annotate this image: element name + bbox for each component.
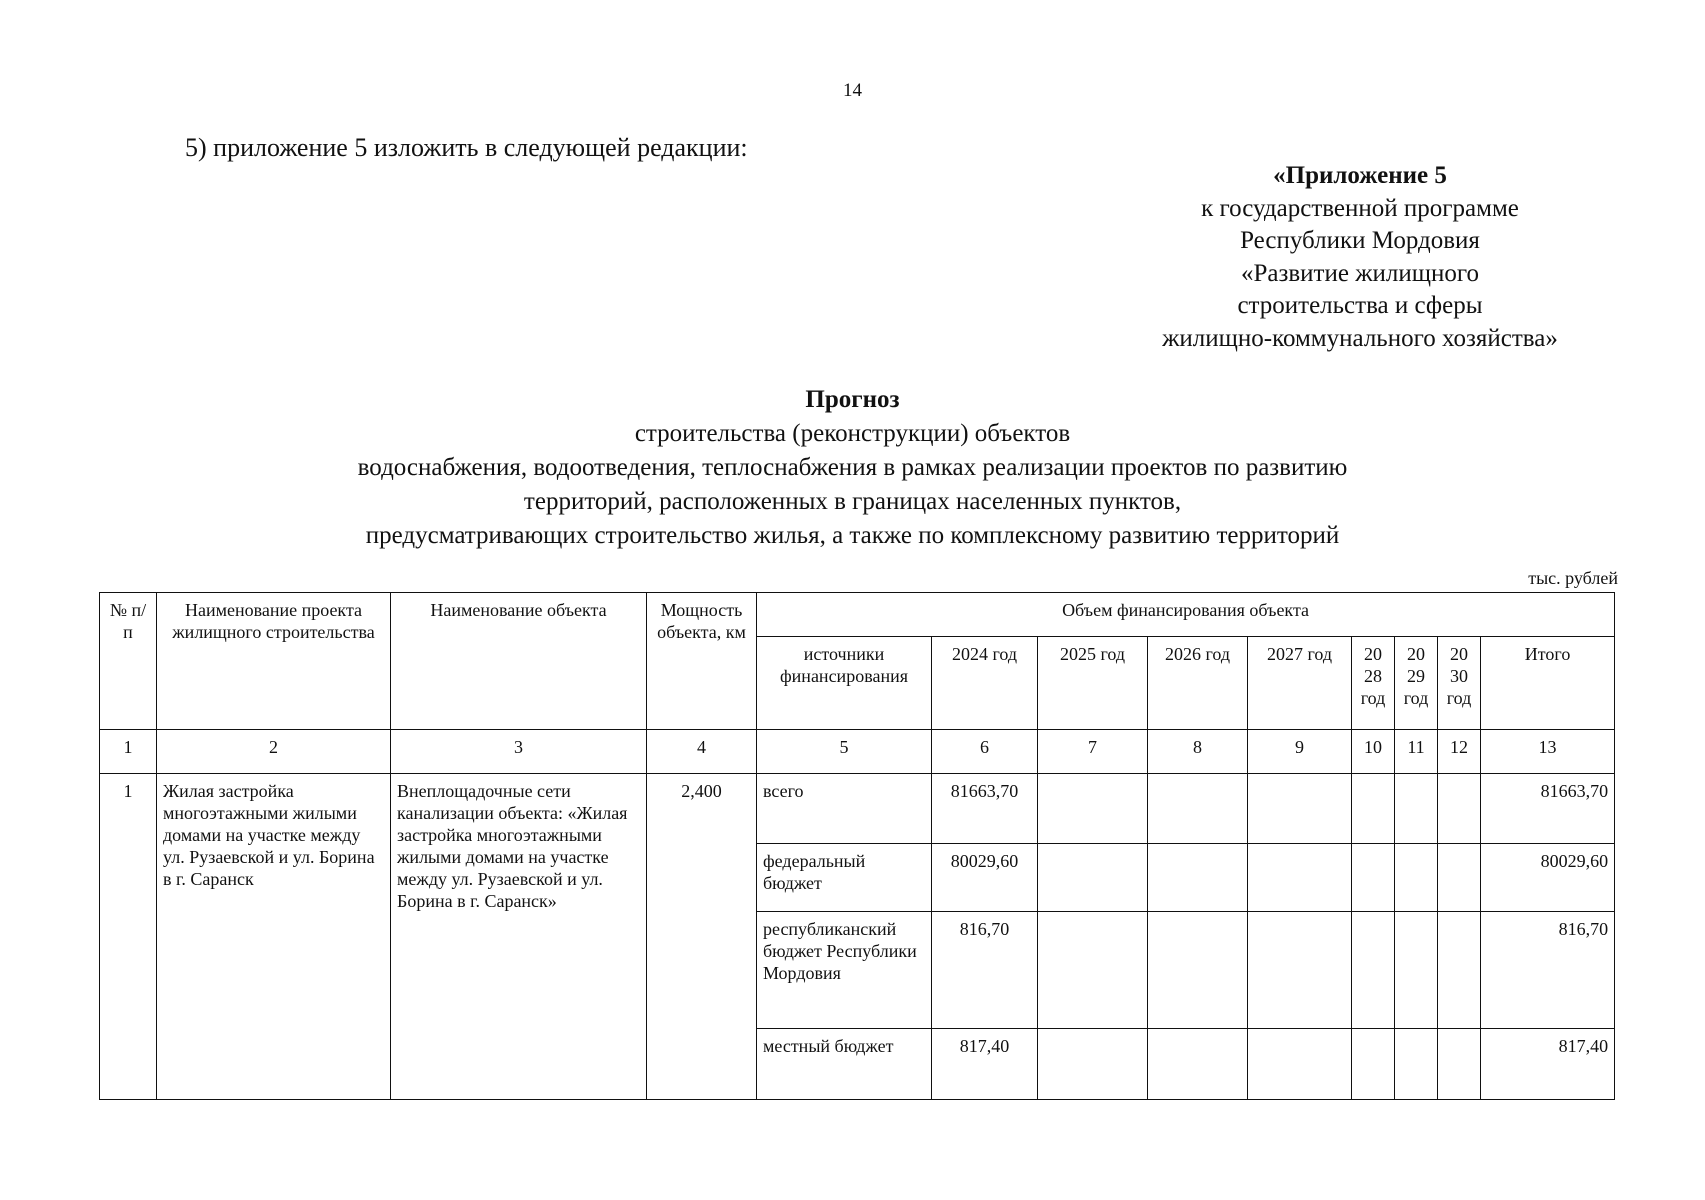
header-2028: 20 28 год xyxy=(1352,637,1395,730)
value-2025 xyxy=(1038,1029,1148,1100)
header-2026: 2026 год xyxy=(1148,637,1248,730)
header-num: № п/п xyxy=(100,593,157,730)
appendix-heading: «Приложение 5 xyxy=(1273,162,1447,189)
title-line: предусматривающих строительство жилья, а также по комплексному развитию территорий xyxy=(365,522,1340,549)
value-2024: 816,70 xyxy=(932,912,1038,1029)
value-2024: 817,40 xyxy=(932,1029,1038,1100)
appendix-line: Республики Мордовия xyxy=(1240,227,1480,254)
value-2028 xyxy=(1352,1029,1395,1100)
document-title xyxy=(150,383,1555,553)
value-2027 xyxy=(1248,912,1352,1029)
title-line: строительства (реконструкции) объектов xyxy=(634,420,1071,447)
source-name: республиканский бюджет Республики Мордовия xyxy=(757,912,932,1029)
units-label: тыс. рублей xyxy=(1528,568,1618,588)
header-2024: 2024 год xyxy=(932,637,1038,730)
value-2028 xyxy=(1352,774,1395,844)
column-number: 7 xyxy=(1038,730,1148,774)
header-sources: источники финансирования xyxy=(757,637,932,730)
value-total: 816,70 xyxy=(1481,912,1615,1029)
forecast-table xyxy=(99,592,1615,1100)
column-number: 3 xyxy=(391,730,647,774)
column-number: 13 xyxy=(1481,730,1615,774)
title-line: водоснабжения, водоотведения, теплоснабжения в рамках реализации проектов по развитию xyxy=(357,454,1348,481)
header-2030: 20 30 год xyxy=(1438,637,1481,730)
column-number: 9 xyxy=(1248,730,1352,774)
row-num: 1 xyxy=(100,774,157,1100)
table-row xyxy=(100,774,1615,844)
value-2030 xyxy=(1438,912,1481,1029)
value-2028 xyxy=(1352,843,1395,912)
title-main: Прогноз xyxy=(805,386,900,413)
column-number: 2 xyxy=(157,730,391,774)
header-2027: 2027 год xyxy=(1248,637,1352,730)
header-object: Наименование объекта xyxy=(391,593,647,730)
header-project: Наименование проекта жилищного строительства xyxy=(157,593,391,730)
value-2027 xyxy=(1248,843,1352,912)
appendix-line: к государственной программе xyxy=(1201,194,1519,222)
column-number: 1 xyxy=(100,730,157,774)
value-2030 xyxy=(1438,843,1481,912)
header-2025: 2025 год xyxy=(1038,637,1148,730)
value-2030 xyxy=(1438,774,1481,844)
value-2025 xyxy=(1038,843,1148,912)
source-name: федеральный бюджет xyxy=(757,843,932,912)
value-2025 xyxy=(1038,774,1148,844)
value-2026 xyxy=(1148,774,1248,844)
column-number: 4 xyxy=(647,730,757,774)
column-number: 5 xyxy=(757,730,932,774)
source-name: местный бюджет xyxy=(757,1029,932,1100)
column-number: 8 xyxy=(1148,730,1248,774)
value-2029 xyxy=(1395,774,1438,844)
column-number: 11 xyxy=(1395,730,1438,774)
header-capacity: Мощность объекта, км xyxy=(647,593,757,730)
value-2029 xyxy=(1395,843,1438,912)
value-2026 xyxy=(1148,1029,1248,1100)
value-total: 817,40 xyxy=(1481,1029,1615,1100)
value-total: 80029,60 xyxy=(1481,843,1615,912)
header-financing: Объем финансирования объекта xyxy=(757,593,1615,637)
value-2027 xyxy=(1248,774,1352,844)
value-2024: 81663,70 xyxy=(932,774,1038,844)
value-2027 xyxy=(1248,1029,1352,1100)
value-2026 xyxy=(1148,843,1248,912)
appendix-block xyxy=(1120,160,1600,355)
value-2030 xyxy=(1438,1029,1481,1100)
row-project: Жилая застройка многоэтажными жилыми домами на участке между ул. Рузаевской и ул. Борина в г. Саранск xyxy=(157,774,391,1100)
header-2029: 20 29 год xyxy=(1395,637,1438,730)
value-2024: 80029,60 xyxy=(932,843,1038,912)
row-object: Внеплощадочные сети канализации объекта: «Жилая застройка многоэтажными жилыми домами на участке между ул. Рузаевской и ул. Борина в г. Саранск» xyxy=(391,774,647,1100)
value-2026 xyxy=(1148,912,1248,1029)
value-2028 xyxy=(1352,912,1395,1029)
column-number: 6 xyxy=(932,730,1038,774)
appendix-line: жилищно-коммунального хозяйства» xyxy=(1162,324,1558,352)
value-total: 81663,70 xyxy=(1481,774,1615,844)
title-line: территорий, расположенных в границах населенных пунктов, xyxy=(523,488,1182,515)
value-2025 xyxy=(1038,912,1148,1029)
appendix-line: строительства и сферы xyxy=(1237,292,1483,319)
column-number-row xyxy=(100,730,1615,774)
value-2029 xyxy=(1395,1029,1438,1100)
header-total: Итого xyxy=(1481,637,1615,730)
source-name: всего xyxy=(757,774,932,844)
intro-text: 5) приложение 5 изложить в следующей редакции: xyxy=(185,133,748,162)
value-2029 xyxy=(1395,912,1438,1029)
page-number: 14 xyxy=(843,80,862,101)
row-capacity: 2,400 xyxy=(647,774,757,1100)
appendix-line: «Развитие жилищного xyxy=(1241,259,1479,287)
column-number: 10 xyxy=(1352,730,1395,774)
column-number: 12 xyxy=(1438,730,1481,774)
